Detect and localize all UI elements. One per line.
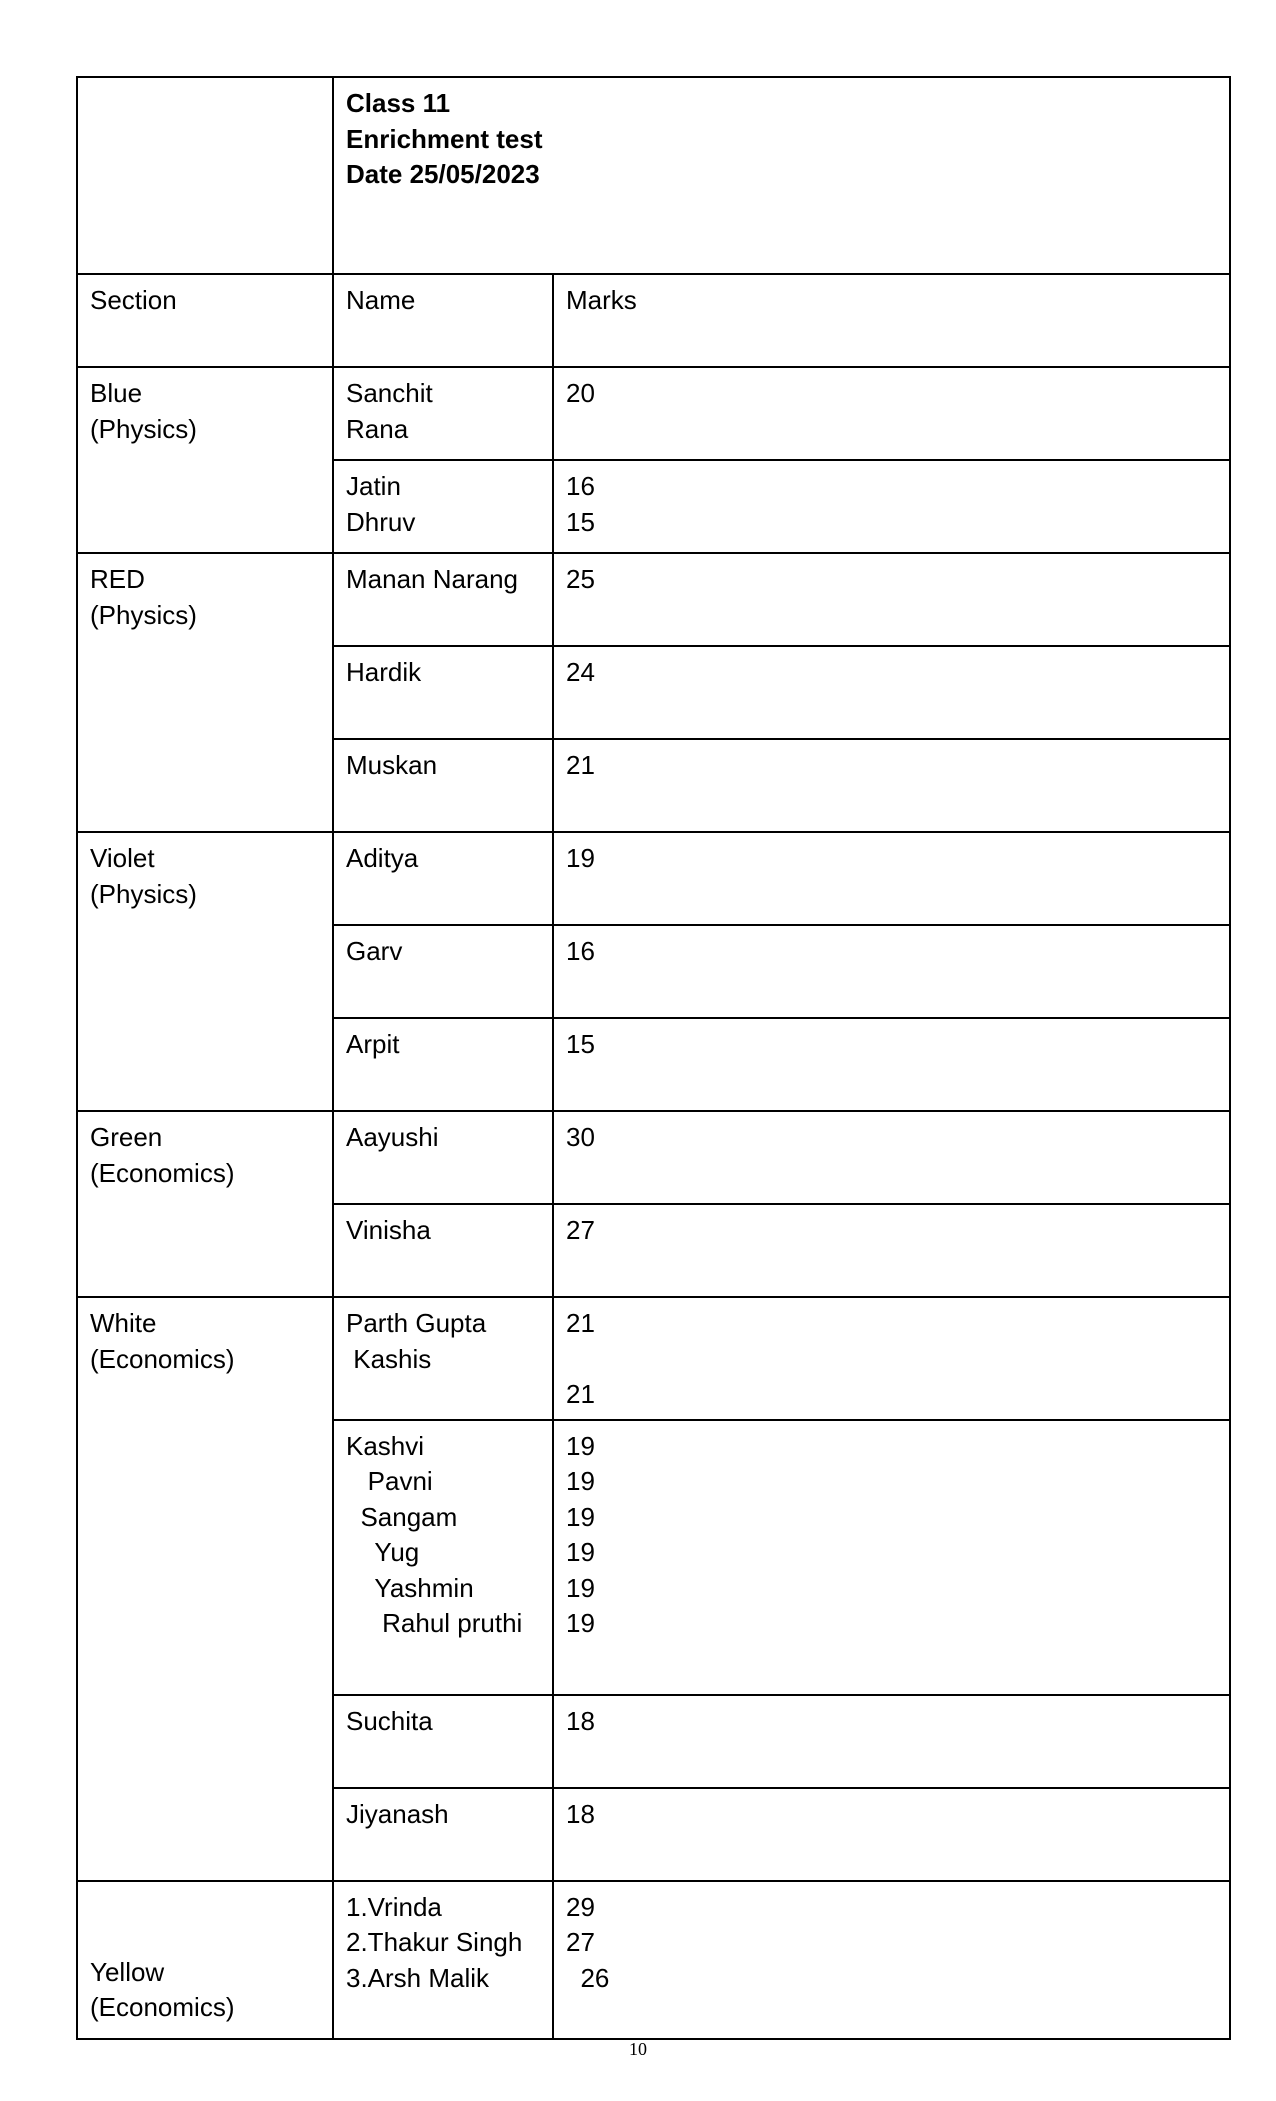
- student-marks: 19: [566, 843, 595, 873]
- student-marks: 19: [566, 1537, 595, 1567]
- student-name: Sanchit: [346, 378, 433, 408]
- student-marks: 15: [566, 506, 595, 537]
- student-name: Garv: [346, 936, 403, 966]
- section-cell: [77, 1881, 333, 2039]
- section-subject: (Physics): [90, 599, 197, 630]
- name-cell: [333, 1111, 553, 1204]
- marks-cell: [553, 1420, 1230, 1695]
- header-cell: [333, 77, 1230, 274]
- student-name: 1.Vrinda: [346, 1891, 442, 1922]
- table-row: [77, 1297, 1230, 1420]
- student-marks: 16: [566, 936, 595, 966]
- name-cell: [333, 1695, 553, 1788]
- student-marks: 25: [566, 564, 595, 594]
- student-marks: 19: [566, 1572, 595, 1603]
- class-label: Class 11: [346, 88, 451, 118]
- student-marks: 26: [566, 1962, 610, 1993]
- marks-cell: [553, 739, 1230, 832]
- table-row: [77, 553, 1230, 646]
- column-header-section: Section: [77, 274, 333, 367]
- section-label: White: [90, 1308, 157, 1338]
- student-marks: 15: [566, 1029, 595, 1059]
- marks-cell: [553, 925, 1230, 1018]
- marks-cell: [553, 1204, 1230, 1297]
- student-marks: 27: [566, 1215, 595, 1245]
- marks-cell: [553, 1881, 1230, 2039]
- student-name: Dhruv: [346, 506, 416, 537]
- column-header-marks: Marks: [553, 274, 1230, 367]
- section-subject: (Economics): [90, 1343, 235, 1374]
- section-label: Blue: [90, 378, 143, 408]
- section-cell: [77, 1111, 333, 1297]
- name-cell: [333, 1788, 553, 1881]
- date-label: Date 25/05/2023: [346, 159, 540, 189]
- name-cell: [333, 925, 553, 1018]
- header-blank-cell: [77, 77, 333, 274]
- student-name: Arpit: [346, 1029, 400, 1059]
- marks-cell: [553, 646, 1230, 739]
- marks-cell: [553, 367, 1230, 460]
- name-cell: [333, 1204, 553, 1297]
- student-name: Sangam: [346, 1501, 458, 1532]
- student-name: Yashmin: [346, 1572, 474, 1603]
- student-name: Suchita: [346, 1705, 433, 1736]
- student-name: 3.Arsh Malik: [346, 1962, 490, 1993]
- page-number: 10: [629, 2039, 647, 2059]
- marks-cell: [553, 1297, 1230, 1420]
- marks-cell: [553, 553, 1230, 646]
- table-row: [77, 832, 1230, 925]
- section-subject: (Physics): [90, 413, 197, 444]
- name-cell: [333, 367, 553, 460]
- student-marks: 19: [566, 1501, 595, 1532]
- student-marks: 19: [566, 1466, 595, 1496]
- name-cell: [333, 1297, 553, 1420]
- student-name: Vinisha: [346, 1215, 431, 1245]
- table-row: [77, 1111, 1230, 1204]
- student-marks: 18: [566, 1705, 595, 1736]
- column-header-row: [77, 274, 1230, 367]
- student-name: Aditya: [346, 843, 419, 873]
- student-name: Manan Narang: [346, 564, 518, 594]
- student-marks: [566, 1342, 1217, 1378]
- name-cell: [333, 739, 553, 832]
- student-marks: 16: [566, 471, 595, 501]
- student-name: Hardik: [346, 657, 422, 687]
- student-name: Rahul pruthi: [346, 1608, 523, 1638]
- name-cell: [333, 1420, 553, 1695]
- student-name: Aayushi: [346, 1122, 439, 1152]
- section-label: Green: [90, 1122, 163, 1152]
- section-cell: [77, 553, 333, 832]
- student-marks: 19: [566, 1430, 595, 1461]
- name-cell: [333, 832, 553, 925]
- student-name: Pavni: [346, 1466, 433, 1496]
- section-cell: [77, 1297, 333, 1881]
- name-cell: [333, 646, 553, 739]
- student-name: Jatin: [346, 471, 401, 501]
- marks-cell: [553, 460, 1230, 553]
- student-marks: 21: [566, 750, 595, 780]
- student-marks: 29: [566, 1891, 595, 1922]
- section-subject: (Economics): [90, 1157, 235, 1188]
- student-name: Rana: [346, 413, 409, 444]
- student-marks: 18: [566, 1798, 595, 1829]
- section-label: RED: [90, 564, 145, 594]
- name-cell: [333, 553, 553, 646]
- marks-cell: [553, 1695, 1230, 1788]
- student-marks: 21: [566, 1308, 595, 1338]
- student-name: Kashvi: [346, 1430, 425, 1461]
- test-label: Enrichment test: [346, 123, 543, 154]
- header-row: [77, 77, 1230, 274]
- student-name: Yug: [346, 1537, 420, 1567]
- name-cell: [333, 1881, 553, 2039]
- student-marks: 20: [566, 378, 595, 408]
- table-row: [77, 1881, 1230, 2039]
- section-cell: [77, 832, 333, 1111]
- student-marks: 30: [566, 1122, 595, 1152]
- student-marks: 21: [566, 1379, 595, 1409]
- marks-cell: [553, 1018, 1230, 1111]
- student-name: Parth Gupta: [346, 1308, 487, 1338]
- section-subject: (Economics): [90, 1992, 235, 2022]
- section-label: Yellow: [90, 1956, 165, 1987]
- section-subject: (Physics): [90, 878, 197, 909]
- student-name: Jiyanash: [346, 1798, 449, 1829]
- student-marks: 27: [566, 1927, 595, 1957]
- name-cell: [333, 1018, 553, 1111]
- student-name: Kashis: [346, 1343, 432, 1374]
- section-cell: [77, 367, 333, 553]
- name-cell: [333, 460, 553, 553]
- marks-table: [76, 76, 1231, 2040]
- marks-cell: [553, 1788, 1230, 1881]
- student-marks: 19: [566, 1608, 595, 1638]
- student-marks: 24: [566, 657, 595, 687]
- marks-cell: [553, 1111, 1230, 1204]
- table-row: [77, 367, 1230, 460]
- student-name: Muskan: [346, 750, 438, 780]
- student-name: 2.Thakur Singh: [346, 1927, 523, 1957]
- column-header-name: Name: [333, 274, 553, 367]
- marks-cell: [553, 832, 1230, 925]
- section-label: Violet: [90, 843, 155, 873]
